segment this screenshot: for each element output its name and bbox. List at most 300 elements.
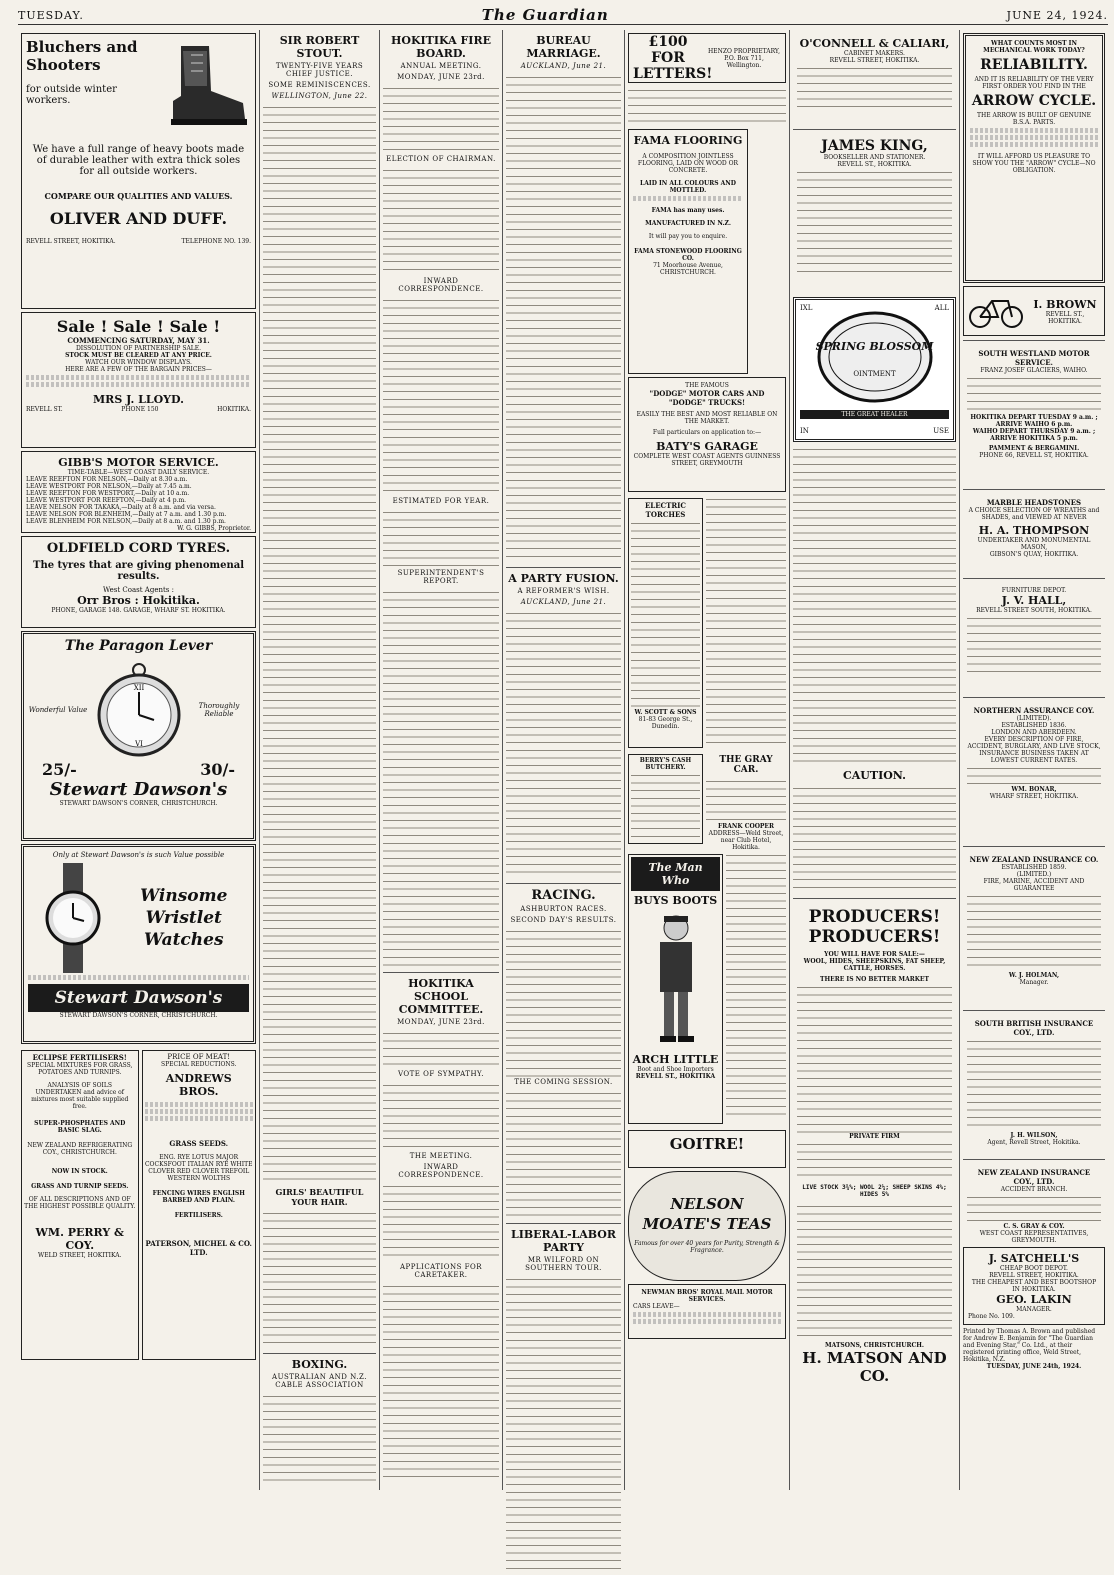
article-stout-sub: TWENTY-FIVE YEARS CHIEF JUSTICE. bbox=[275, 62, 364, 78]
ad-100-pounds bbox=[628, 33, 786, 83]
northern-text bbox=[967, 764, 1101, 786]
bottom-ads-col1 bbox=[21, 1047, 256, 1363]
paragon-price-1: 25/- bbox=[42, 760, 77, 779]
ad-nz-insurance-accident bbox=[963, 1164, 1105, 1244]
manwho-title: The Man Who bbox=[631, 857, 720, 891]
ad-berry-butchery bbox=[628, 754, 703, 844]
fama-text-block bbox=[633, 196, 743, 201]
winsome-address: STEWART DAWSON'S CORNER, CHRISTCHURCH. bbox=[59, 1012, 218, 1019]
sale-line-4: HERE ARE A FEW OF THE BARGAIN PRICES— bbox=[65, 366, 212, 373]
gibbs-sub: TIME-TABLE—WEST COAST DAILY SERVICE. bbox=[67, 469, 210, 476]
column-6 bbox=[790, 30, 960, 1490]
dodge-line-2: "DODGE" MOTOR CARS AND "DODGE" TRUCKS! bbox=[649, 389, 765, 407]
bluchers-address: REVELL STREET, HOKITIKA. bbox=[26, 238, 116, 245]
divider bbox=[506, 883, 621, 884]
article-bureau-title: BUREAU MARRIAGE. bbox=[526, 34, 601, 60]
article-racing-title: RACING. bbox=[531, 888, 596, 903]
svg-text:XII: XII bbox=[133, 684, 144, 692]
divider bbox=[963, 489, 1105, 490]
school-text bbox=[383, 1029, 499, 1069]
fama-line-3: FAMA has many uses. bbox=[651, 207, 725, 214]
berry-text bbox=[631, 771, 700, 841]
arrow-title: RELIABILITY. bbox=[980, 57, 1088, 73]
winsome-title: Winsome Wristlet Watches bbox=[140, 886, 228, 950]
bicycle-icon bbox=[968, 293, 1024, 329]
fireboard-text bbox=[383, 588, 499, 968]
ad-goitre bbox=[628, 1130, 786, 1168]
article-stout-title: SIR ROBERT STOUT. bbox=[279, 34, 360, 60]
hall-text bbox=[967, 614, 1101, 674]
andrews-seeds: ENG. RYE LOTUS MAJOR COCKSFOOT ITALIAN RYE WHITE CLOVER RED CLOVER TREFOIL WESTERN WOLTHS bbox=[144, 1154, 253, 1182]
manwho-title-2: BUYS BOOTS bbox=[633, 894, 718, 907]
satchell-line-1: REVELL STREET, HOKITIKA. bbox=[989, 1272, 1079, 1279]
masthead bbox=[18, 6, 1108, 25]
fama-body: A COMPOSITION JOINTLESS FLOORING, LAID ON WOOD OR CONCRETE. bbox=[637, 153, 739, 174]
nzins-line-2: FIRE, MARINE, ACCIDENT AND GUARANTEE bbox=[983, 878, 1085, 892]
ad-hall-furniture bbox=[963, 583, 1105, 693]
blossom-sub-2: THE GREAT HEALER bbox=[800, 410, 949, 419]
fusion-text bbox=[506, 609, 621, 879]
gibbs-line: LEAVE BLENHEIM FOR NELSON,—Daily at 8 a.m. and 1.30 p.m. bbox=[26, 518, 226, 525]
ad-oldfield bbox=[21, 536, 256, 628]
southbrit-firm: J. H. WILSON, bbox=[1010, 1132, 1058, 1139]
bluchers-title: Bluchers and Shooters bbox=[26, 38, 138, 74]
sale-text-block-2 bbox=[26, 382, 251, 387]
satchell-manager: MANAGER. bbox=[1016, 1306, 1052, 1313]
eclipse-line-3: SUPER-PHOSPHATES AND BASIC SLAG. bbox=[34, 1120, 126, 1134]
paragon-title: The Paragon Lever bbox=[64, 638, 213, 654]
paragon-price-2: 30/- bbox=[200, 760, 235, 779]
ad-arrow-cycle bbox=[963, 33, 1105, 283]
dodge-line-4: Full particulars on application to:— bbox=[652, 429, 762, 436]
divider bbox=[963, 1010, 1105, 1011]
article-liberal-title: LIBERAL-LABOR PARTY bbox=[510, 1228, 617, 1254]
winsome-top: Only at Stewart Dawson's is such Value possible bbox=[52, 851, 225, 859]
swm-firm: PAMMENT & BERGAMINI. bbox=[988, 445, 1080, 452]
andrews-firm: ANDREWS BROS. bbox=[165, 1072, 232, 1098]
divider bbox=[793, 129, 956, 130]
ad-newman-bros bbox=[628, 1284, 786, 1339]
producers-line-3: THERE IS NO BETTER MARKET bbox=[820, 976, 929, 983]
article-stout-body bbox=[263, 103, 376, 1183]
column-7 bbox=[960, 30, 1108, 1490]
pocket-watch-illustration bbox=[94, 660, 184, 760]
blossom-tag-3: IN bbox=[800, 427, 809, 435]
paragon-left-caption: Wonderful Value bbox=[28, 706, 88, 714]
divider bbox=[963, 340, 1105, 341]
swm-text bbox=[967, 374, 1101, 414]
caution-title: CAUTION. bbox=[843, 769, 906, 782]
satchell-line-2: THE CHEAPEST AND BEST BOOTSHOP IN HOKITIKA. bbox=[971, 1279, 1097, 1293]
nzins2-title: NEW ZEALAND INSURANCE COY., LTD. bbox=[977, 1168, 1091, 1186]
sale-firm: MRS J. LLOYD. bbox=[93, 393, 184, 406]
manwho-sub: Boot and Shoe Importers bbox=[637, 1066, 714, 1073]
bluchers-sub: for outside winter workers. bbox=[26, 84, 117, 106]
blossom-tin-illustration bbox=[815, 307, 935, 407]
article-liberal-sub: MR WILFORD ON SOUTHERN TOUR. bbox=[525, 1256, 602, 1272]
article-hair-body bbox=[263, 1209, 376, 1349]
sale-address: REVELL ST. bbox=[26, 406, 63, 413]
southbrit-text bbox=[967, 1037, 1101, 1132]
brown-firm: I. BROWN bbox=[1033, 297, 1097, 311]
blossom-tag-1: IXL bbox=[800, 304, 813, 312]
oldfield-agents: West Coast Agents : bbox=[103, 586, 174, 594]
divider bbox=[506, 1223, 621, 1224]
nzins2-sub: ACCIDENT BRANCH. bbox=[1000, 1186, 1068, 1193]
northern-firm: WM. BONAR, bbox=[1011, 786, 1057, 793]
paragon-firm: Stewart Dawson's bbox=[49, 779, 228, 800]
arrow-line-2: THE ARROW IS BUILT OF GENUINE B.S.A. PARTS. bbox=[977, 112, 1091, 126]
ads-row-torches bbox=[628, 495, 786, 751]
column-4 bbox=[503, 30, 625, 1490]
nzins-firm: W. J. HOLMAN, bbox=[1008, 972, 1060, 979]
gibbs-sign: W. G. GIBBS, Proprietor. bbox=[177, 525, 251, 532]
king-address: REVELL ST., HOKITIKA. bbox=[837, 161, 912, 168]
fama-line-2: LAID IN ALL COLOURS AND MOTTLED. bbox=[640, 180, 736, 194]
article-boxing-title: BOXING. bbox=[291, 1358, 348, 1371]
school-text bbox=[383, 1282, 499, 1482]
article-racing-sub-3: THE COMING SESSION. bbox=[514, 1078, 613, 1086]
andrews-text-block-2 bbox=[145, 1109, 254, 1114]
producers-text bbox=[797, 983, 952, 1133]
northern-line-2: LONDON AND ABERDEEN. bbox=[991, 729, 1077, 736]
wristlet-watch-illustration bbox=[38, 863, 108, 973]
masthead-date: JUNE 24, 1924. bbox=[1006, 8, 1108, 22]
producers-commission: LIVE STOCK 3¾%; WOOL 2¼; SHEEP SKINS 4%; HIDES 5% bbox=[802, 1184, 947, 1198]
arrow-text-block-3 bbox=[970, 142, 1098, 147]
andrews-top: PRICE OF MEAT! bbox=[167, 1053, 231, 1061]
fireboard-s1: ELECTION OF CHAIRMAN. bbox=[386, 155, 496, 163]
andrews-firm-2: PATERSON, MICHEL & CO. LTD. bbox=[145, 1239, 252, 1257]
ad-marble-headstones bbox=[963, 494, 1105, 574]
producers-title: PRODUCERS! bbox=[808, 907, 941, 927]
caution-text bbox=[793, 784, 956, 894]
producers-title-2: PRODUCERS! bbox=[808, 927, 941, 947]
column-5-articles-2 bbox=[726, 851, 786, 1127]
oldfield-firm: Orr Bros : Hokitika. bbox=[77, 594, 200, 607]
goitre-title: GOITRE! bbox=[669, 1135, 745, 1153]
ad-dodge bbox=[628, 377, 786, 492]
fama-line-5: It will pay you to enquire. bbox=[648, 233, 728, 240]
divider bbox=[263, 1353, 376, 1354]
winsome-firm: Stewart Dawson's bbox=[28, 984, 249, 1012]
arrow-line-1: AND IT IS RELIABILITY OF THE VERY FIRST ORDER YOU FIND IN THE bbox=[974, 76, 1094, 90]
paragon-address: STEWART DAWSON'S CORNER, CHRISTCHURCH. bbox=[59, 800, 218, 807]
nzins-title: NEW ZEALAND INSURANCE CO. bbox=[969, 855, 1099, 864]
divider bbox=[793, 898, 956, 899]
article-stout-dateline: WELLINGTON, June 22. bbox=[271, 92, 368, 100]
hall-top: FURNITURE DEPOT. bbox=[1001, 587, 1067, 594]
column-5 bbox=[625, 30, 790, 1490]
article-school-title: HOKITIKA SCHOOL COMMITTEE. bbox=[398, 977, 484, 1016]
marble-line-1: A CHOICE SELECTION OF WREATHS and SHADES, and VIEWED AT NEVER bbox=[968, 507, 1100, 521]
fireboard-text bbox=[383, 166, 499, 276]
gibbs-title: GIBB'S MOTOR SERVICE. bbox=[58, 456, 219, 469]
sale-line-2: STOCK MUST BE CLEARED AT ANY PRICE. bbox=[65, 352, 212, 359]
blossom-tag-4: USE bbox=[933, 427, 949, 435]
school-text bbox=[383, 1081, 499, 1151]
article-stout-sub-2: SOME REMINISCENCES. bbox=[268, 81, 371, 89]
ad-gray-car bbox=[706, 751, 786, 851]
column-5-text bbox=[628, 86, 786, 126]
ad-eclipse bbox=[21, 1050, 139, 1360]
boot-illustration bbox=[161, 41, 251, 131]
newman-text-block bbox=[633, 1312, 781, 1317]
marble-firm: H. A. THOMPSON bbox=[978, 524, 1090, 537]
eclipse-line-6: GRASS AND TURNIP SEEDS. bbox=[31, 1183, 129, 1190]
southbrit-title: SOUTH BRITISH INSURANCE COY., LTD. bbox=[974, 1019, 1094, 1037]
school-text bbox=[383, 1182, 499, 1262]
ad-sale bbox=[21, 312, 256, 448]
sale-date: COMMENCING SATURDAY, MAY 31. bbox=[67, 336, 210, 345]
school-s3: INWARD CORRESPONDENCE. bbox=[398, 1163, 484, 1179]
gibbs-line: LEAVE REEFTON FOR WESTPORT,—Daily at 10 a.m. bbox=[26, 490, 190, 497]
swm-line-2: WAIHO DEPART THURSDAY 9 a.m. ; ARRIVE HOKITIKA 5 p.m. bbox=[972, 428, 1096, 442]
fireboard-s4: SUPERINTENDENT'S REPORT. bbox=[397, 569, 485, 585]
marble-title: MARBLE HEADSTONES bbox=[986, 498, 1082, 507]
column-5-text bbox=[726, 851, 786, 1121]
gibbs-line: LEAVE REEFTON FOR NELSON,—Daily at 8.30 a.m. bbox=[26, 476, 188, 483]
producers-line-2: WOOL, HIDES, SHEEPSKINS, FAT SHEEP, CATTLE, HORSES. bbox=[803, 958, 946, 972]
eclipse-line-4: NEW ZEALAND REFRIGERATING COY., CHRISTCHURCH. bbox=[27, 1142, 133, 1156]
andrews-grass: GRASS SEEDS. bbox=[169, 1139, 229, 1148]
northern-title: NORTHERN ASSURANCE COY. bbox=[973, 706, 1095, 715]
producers-firm: H. MATSON AND CO. bbox=[802, 1349, 947, 1385]
gibbs-line: LEAVE NELSON FOR TAKAKA,—Daily at 8 a.m. and via versa. bbox=[26, 504, 216, 511]
article-bureau-dateline: AUCKLAND, June 21. bbox=[520, 62, 607, 70]
divider bbox=[963, 578, 1105, 579]
marble-sub: UNDERTAKER AND MONUMENTAL MASON, bbox=[977, 537, 1091, 551]
sale-phone: PHONE 150 bbox=[121, 406, 159, 413]
school-s2: THE MEETING. bbox=[409, 1152, 473, 1160]
andrews-text-block-3 bbox=[145, 1116, 254, 1121]
producers-text bbox=[797, 1202, 952, 1342]
ad-nelson-moate-teas bbox=[628, 1171, 786, 1281]
swm-line-1: HOKITIKA DEPART TUESDAY 9 a.m. ; ARRIVE WAIHO 6 p.m. bbox=[970, 414, 1098, 428]
northern-line-1: ESTABLISHED 1836. bbox=[1001, 722, 1067, 729]
ad-nz-insurance bbox=[963, 851, 1105, 1006]
oconnell-text bbox=[797, 64, 952, 112]
column-5-articles bbox=[706, 495, 786, 751]
gibbs-line: LEAVE WESTPORT FOR NELSON,—Daily at 7.45 a.m. bbox=[26, 483, 192, 490]
gray-firm: FRANK COOPER bbox=[718, 823, 774, 830]
oconnell-title: O'CONNELL & CALIARI, bbox=[799, 37, 950, 50]
ad-i-brown bbox=[963, 286, 1105, 336]
ad-oconnell-caliari bbox=[793, 33, 956, 125]
arrow-line-3: IT WILL AFFORD US PLEASURE TO SHOW YOU THE "ARROW" CYCLE—NO OBLIGATION. bbox=[972, 153, 1096, 174]
bureau-text bbox=[506, 73, 621, 563]
torches-address: 81-83 George St., Dunedin. bbox=[638, 716, 693, 730]
nzins2-address: WEST COAST REPRESENTATIVES, GREYMOUTH. bbox=[979, 1230, 1089, 1244]
school-s4: APPLICATIONS FOR CARETAKER. bbox=[399, 1263, 483, 1279]
article-boxing-body bbox=[263, 1392, 376, 1482]
article-fusion-sub: A REFORMER'S WISH. bbox=[517, 587, 610, 595]
pound-sub: HENZO PROPRIETARY, P.O. Box 711, Wellington. bbox=[707, 47, 781, 69]
article-boxing-sub: AUSTRALIAN AND N.Z. CABLE ASSOCIATION bbox=[272, 1373, 367, 1389]
satchell-phone: Phone No. 109. bbox=[968, 1313, 1015, 1320]
newman-sub: CARS LEAVE— bbox=[633, 1303, 680, 1310]
ad-south-british bbox=[963, 1015, 1105, 1155]
sale-title: Sale ! Sale ! Sale ! bbox=[56, 317, 221, 336]
eclipse-line-1: SPECIAL MIXTURES FOR GRASS, POTATOES AND TURNIPS. bbox=[27, 1062, 133, 1076]
king-text bbox=[797, 168, 952, 278]
imprint: Printed by Thomas A. Brown and published for Andrew E. Benjamin for "The Guardian and Evening Star," Co. Ltd., at their registered printing office, Weld Street, Hokitika, N.Z. bbox=[963, 1328, 1096, 1363]
racing-text bbox=[506, 927, 621, 1077]
blossom-title: SPRING BLOSSOM bbox=[815, 340, 934, 353]
ad-winsome-watches bbox=[21, 844, 256, 1044]
ad-james-king bbox=[793, 134, 956, 294]
hall-firm: J. V. HALL, bbox=[1001, 594, 1067, 607]
fireboard-text bbox=[383, 296, 499, 496]
ad-northern-assurance bbox=[963, 702, 1105, 842]
sale-text-block bbox=[26, 375, 251, 380]
article-fusion-dateline: AUCKLAND, June 21. bbox=[520, 598, 607, 606]
swm-sub: FRANZ JOSEF GLACIERS, WAIHO. bbox=[980, 367, 1088, 374]
arrow-text-block-2 bbox=[970, 135, 1098, 140]
paragon-right-caption: Thoroughly Reliable bbox=[198, 702, 240, 718]
ads-row-berry bbox=[628, 751, 786, 851]
ad-satchell bbox=[963, 1247, 1105, 1325]
king-title: JAMES KING, bbox=[821, 138, 928, 154]
svg-text:VI: VI bbox=[134, 740, 143, 748]
torches-title: ELECTRIC TORCHES bbox=[644, 501, 687, 519]
swm-address: PHONE 66, REVELL ST, HOKITIKA. bbox=[979, 452, 1089, 459]
eclipse-title: ECLIPSE FERTILISERS! bbox=[32, 1053, 127, 1062]
divider bbox=[383, 972, 499, 973]
oldfield-address: PHONE, GARAGE 148. GARAGE, WHARF ST. HOKITIKA. bbox=[51, 607, 226, 614]
eclipse-firm: WM. PERRY & COY. bbox=[35, 1226, 124, 1252]
satchell-firm: GEO. LAKIN bbox=[996, 1293, 1072, 1306]
berry-title: BERRY'S CASH BUTCHERY. bbox=[639, 757, 692, 771]
ad-gibbs bbox=[21, 451, 256, 533]
dodge-line-1: THE FAMOUS bbox=[685, 382, 729, 389]
dodge-firm: BATY'S GARAGE bbox=[656, 440, 758, 453]
gibbs-line: LEAVE WESTPORT FOR REEFTON,—Daily at 4 p.m. bbox=[26, 497, 187, 504]
oldfield-sub: The tyres that are giving phenomenal results. bbox=[33, 560, 244, 582]
ad-producers bbox=[793, 903, 956, 1385]
ad-bluchers bbox=[21, 33, 256, 309]
column-5-text bbox=[706, 495, 786, 745]
producers-text bbox=[797, 1140, 952, 1180]
column-1 bbox=[18, 30, 260, 1490]
bluchers-firm: OLIVER AND DUFF. bbox=[49, 209, 228, 228]
ad-man-who-buys-boots bbox=[628, 854, 723, 1124]
column-2 bbox=[260, 30, 380, 1490]
school-s1: VOTE OF SYMPATHY. bbox=[397, 1070, 485, 1078]
bluchers-telephone: TELEPHONE NO. 139. bbox=[181, 238, 251, 245]
southbrit-address: Agent, Revell Street, Hokitika. bbox=[987, 1139, 1081, 1146]
manwho-address: REVELL ST., HOKITIKA bbox=[635, 1073, 716, 1080]
torches-firm: W. SCOTT & SONS bbox=[634, 709, 697, 716]
eclipse-line-5: NOW IN STOCK. bbox=[51, 1168, 108, 1175]
blossom-tag-2: ALL bbox=[934, 304, 949, 312]
bluchers-body: We have a full range of heavy boots made of durable leather with extra thick soles for all outside workers. bbox=[32, 144, 245, 177]
article-school-date: MONDAY, JUNE 23rd. bbox=[397, 1018, 485, 1026]
pound-title: £100 FOR LETTERS! bbox=[633, 34, 713, 82]
ad-south-westland-motor bbox=[963, 345, 1105, 485]
article-racing-sub-2: SECOND DAY'S RESULTS. bbox=[510, 916, 617, 924]
ad-spring-blossom bbox=[793, 297, 956, 442]
fireboard-text bbox=[383, 84, 499, 154]
fama-firm: FAMA STONEWOOD FLOORING CO. bbox=[634, 248, 742, 262]
satchell-sub: CHEAP BOOT DEPOT. bbox=[1000, 1265, 1068, 1272]
andrews-sub: SPECIAL REDUCTIONS. bbox=[161, 1061, 237, 1068]
torches-text bbox=[631, 519, 700, 709]
article-fireboard-title: HOKITIKA FIRE BOARD. bbox=[391, 34, 491, 60]
fireboard-s3: ESTIMATED FOR YEAR. bbox=[392, 497, 490, 505]
divider bbox=[506, 567, 621, 568]
bluchers-cta: COMPARE OUR QUALITIES AND VALUES. bbox=[44, 191, 233, 201]
marble-address: GIBSON'S QUAY, HOKITIKA. bbox=[989, 551, 1079, 558]
fama-address: 71 Moorhouse Avenue, CHRISTCHURCH. bbox=[653, 262, 723, 276]
ads-row-boots bbox=[628, 851, 786, 1127]
divider bbox=[963, 697, 1105, 698]
article-fireboard-date: MONDAY, JUNE 23rd. bbox=[397, 73, 485, 81]
ad-fama-flooring bbox=[628, 129, 748, 374]
article-racing-sub: ASHBURTON RACES. bbox=[520, 905, 607, 913]
nelson-title: NELSON MOATE'S TEAS bbox=[642, 1195, 772, 1233]
article-hair-title: GIRLS' BEAUTIFUL YOUR HAIR. bbox=[275, 1187, 364, 1207]
divider bbox=[963, 846, 1105, 847]
oconnell-address: REVELL STREET, HOKITIKA. bbox=[829, 57, 920, 64]
racing-text bbox=[506, 1089, 621, 1219]
ad-paragon-lever bbox=[21, 631, 256, 841]
manwho-firm: ARCH LITTLE bbox=[632, 1053, 719, 1066]
hall-address: REVELL STREET SOUTH, HOKITIKA. bbox=[976, 607, 1092, 614]
fireboard-s2: INWARD CORRESPONDENCE. bbox=[398, 277, 484, 293]
oldfield-title: OLDFIELD CORD TYRES. bbox=[46, 541, 231, 556]
producers-line-4: PRIVATE FIRM bbox=[849, 1133, 900, 1140]
andrews-fert: FERTILISERS. bbox=[174, 1212, 223, 1219]
gibbs-line: LEAVE NELSON FOR BLENHEIM,—Daily at 7 a.m. and 1.30 p.m. bbox=[26, 511, 227, 518]
northern-sub: (LIMITED). bbox=[1016, 715, 1052, 722]
eclipse-line-2: ANALYSIS OF SOILS UNDERTAKEN and advice of mixtures most suitable supplied free. bbox=[31, 1082, 129, 1110]
newman-text-block-2 bbox=[633, 1319, 781, 1324]
northern-address: WHARF STREET, HOKITIKA. bbox=[989, 793, 1079, 800]
nzins-address: Manager. bbox=[1019, 979, 1049, 986]
nzins-sub: ESTABLISHED 1859. bbox=[1001, 864, 1067, 871]
imprint-date: TUESDAY, JUNE 24th, 1924. bbox=[986, 1363, 1082, 1370]
fama-line-4: MANUFACTURED IN N.Z. bbox=[645, 220, 731, 227]
northern-line-3: EVERY DESCRIPTION OF FIRE, ACCIDENT, BURGLARY, AND LIVE STOCK, INSURANCE BUSINESS TAKEN AT LOWEST CURRENT RATES. bbox=[967, 736, 1101, 764]
gray-title: THE GRAY CAR. bbox=[719, 755, 773, 775]
nzins-line-1: (LIMITED.) bbox=[1016, 871, 1052, 878]
producers-line-1: YOU WILL HAVE FOR SALE:— bbox=[824, 951, 925, 958]
liberal-text bbox=[506, 1275, 621, 1575]
satchell-title: J. SATCHELL'S bbox=[988, 1252, 1080, 1265]
newman-title: NEWMAN BROS' ROYAL MAIL MOTOR SERVICES. bbox=[641, 1289, 773, 1303]
masthead-paper-name: The Guardian bbox=[481, 6, 609, 24]
oconnell-sub: CABINET MAKERS. bbox=[844, 50, 905, 57]
article-fireboard-sub: ANNUAL MEETING. bbox=[400, 62, 482, 70]
fama-title: FAMA FLOORING bbox=[633, 134, 743, 147]
brown-address: REVELL ST., HOKITIKA. bbox=[1045, 310, 1085, 325]
nzins2-firm: C. S. GRAY & COY. bbox=[1003, 1223, 1065, 1230]
dodge-address: COMPLETE WEST COAST AGENTS GUINNESS STREET, GREYMOUTH bbox=[633, 453, 781, 467]
divider bbox=[963, 1159, 1105, 1160]
blossom-text bbox=[793, 445, 956, 765]
winsome-text-block bbox=[28, 975, 249, 980]
gray-text bbox=[706, 777, 786, 823]
gray-address: ADDRESS—Weld Street, near Club Hotel, Hokitika. bbox=[708, 830, 784, 851]
king-sub: BOOKSELLER AND STATIONER. bbox=[823, 154, 926, 161]
nzins-text bbox=[967, 892, 1101, 972]
sale-line-3: WATCH OUR WINDOW DISPLAYS. bbox=[85, 359, 192, 366]
ad-electric-torches bbox=[628, 498, 703, 748]
fireboard-text bbox=[383, 508, 499, 568]
dodge-line-3: EASILY THE BEST AND MOST RELIABLE ON THE MARKET. bbox=[636, 411, 778, 425]
eclipse-line-7: OF ALL DESCRIPTIONS AND OF THE HIGHEST POSSIBLE QUALITY. bbox=[24, 1196, 136, 1210]
